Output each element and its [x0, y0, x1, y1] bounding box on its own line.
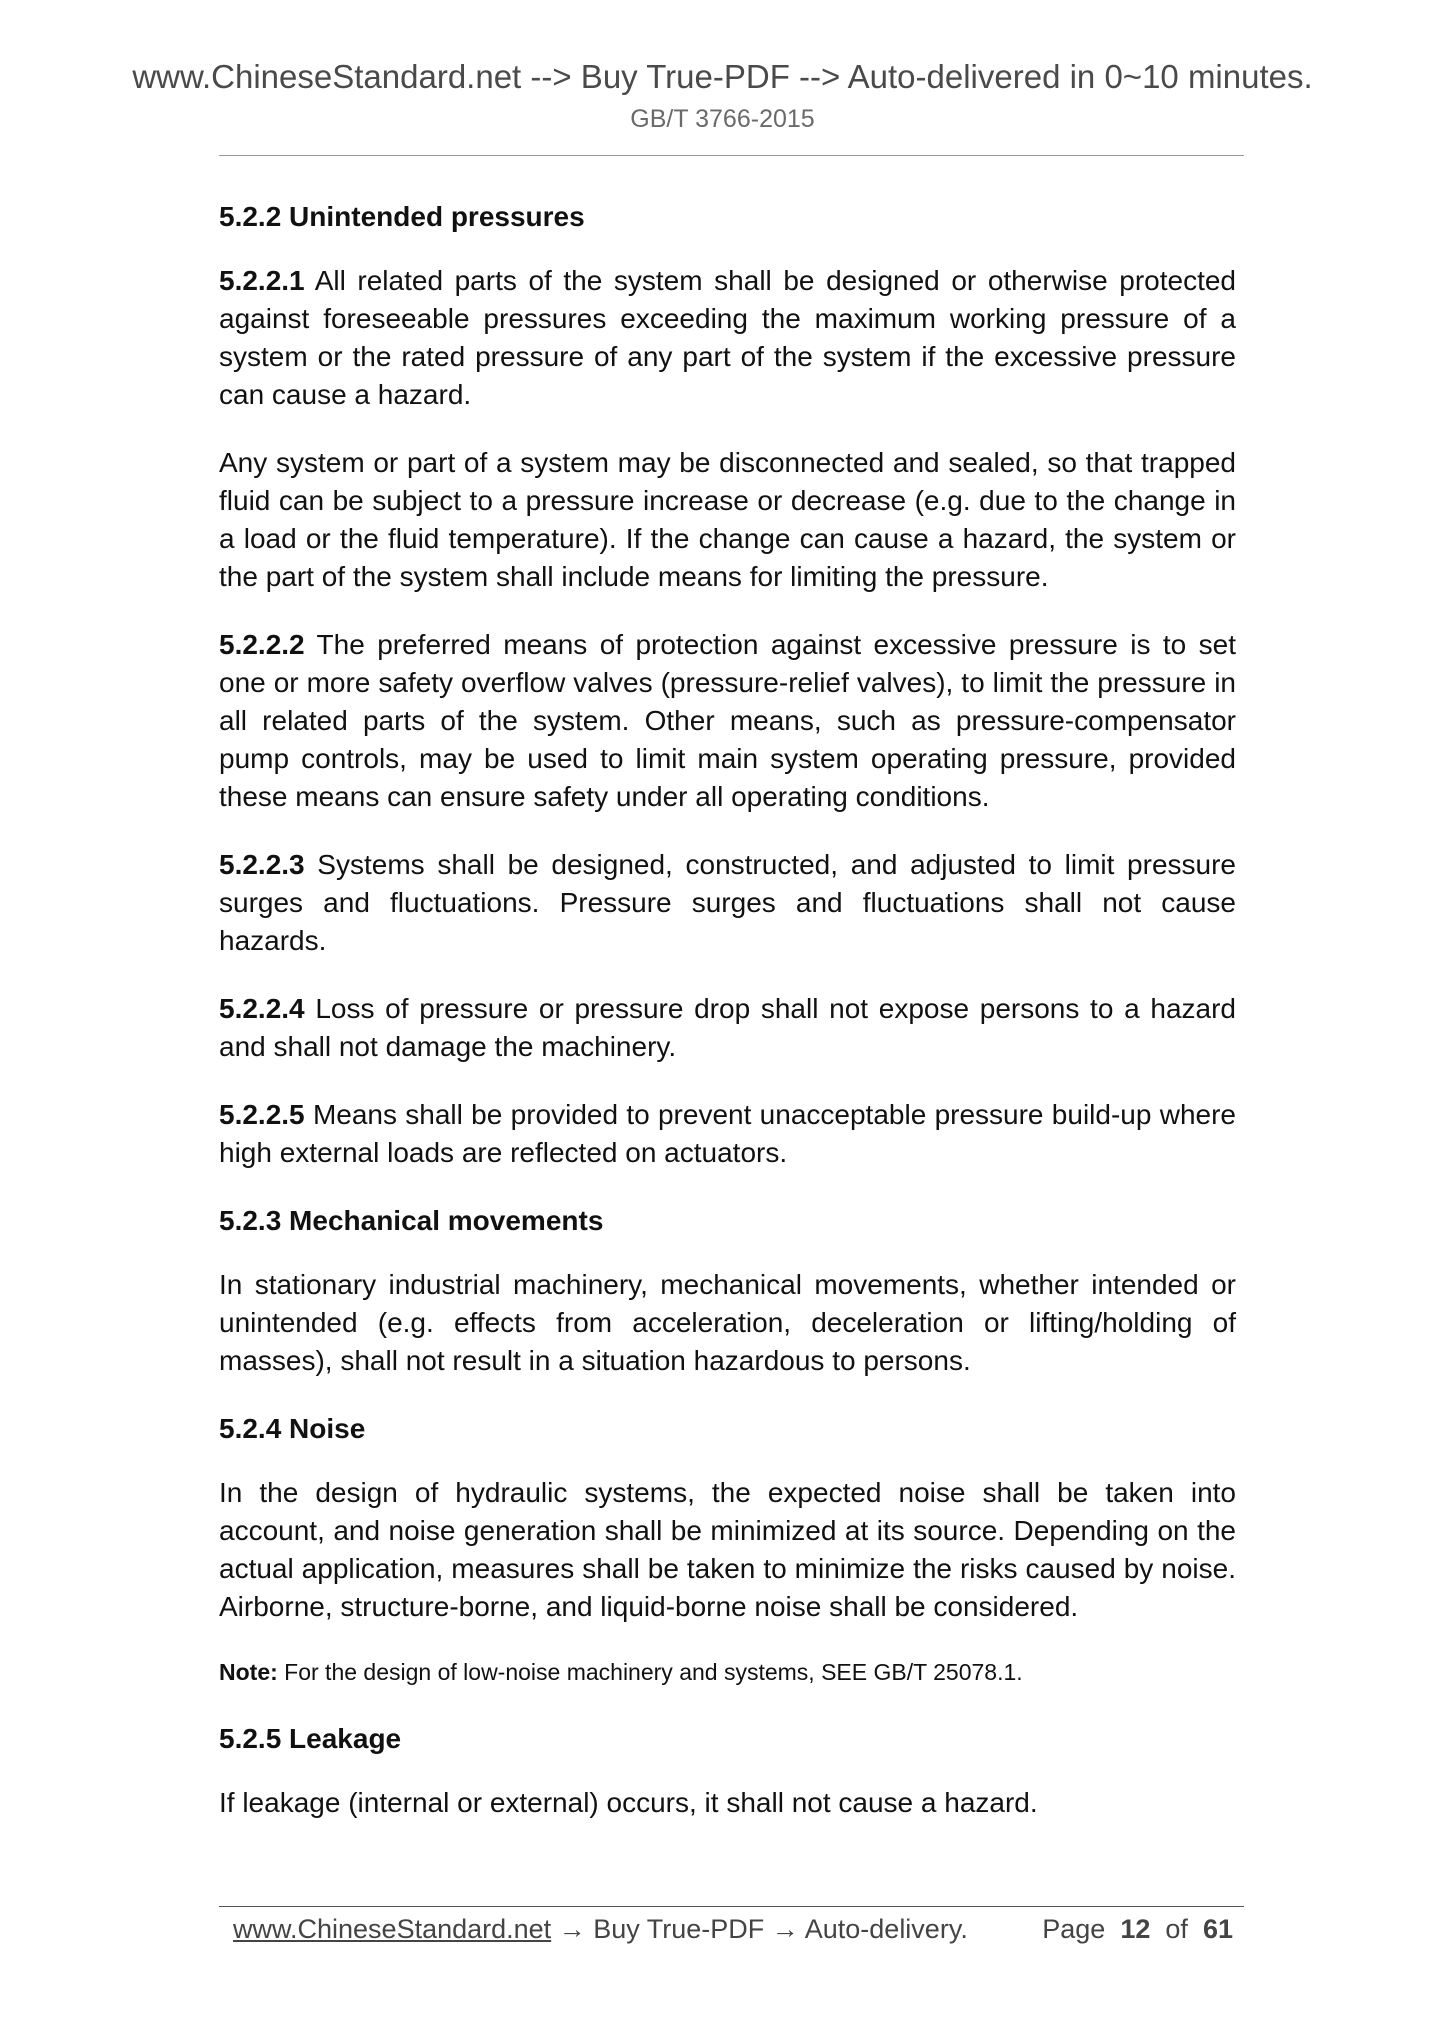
page-total: 61: [1202, 1914, 1233, 1944]
page-number: 12: [1120, 1914, 1151, 1944]
paragraph-5-2-4: In the design of hydraulic systems, the expected noise shall be taken into account, and noise generation shall be minimized at its source. Depending on the actual application, measures shall be taken to minimize the risks caused by noise. Airborne, structure-borne, and liquid-borne noise shall be considered.: [219, 1477, 1236, 1622]
section-5-2-4-heading: 5.2.4 Noise: [219, 1413, 366, 1444]
paragraph-5-2-2-1-continued: Any system or part of a system may be disconnected and sealed, so that trapped fluid can be subject to a pressure increase or decrease (e.g. due to the change in a load or the fluid temperature). If the change can cause a hazard, the system or the part of the system shall include means for limiting the pressure.: [219, 447, 1236, 592]
clause-text: The preferred means of protection against excessive pressure is to set one or more safety overflow valves (pressure-relief valves), to limit the pressure in all related parts of the system. Other means, such as pressure-compensator pump controls, may be used to limit main system operating pressure, provided these means can ensure safety under all operating conditions.: [219, 629, 1236, 812]
paragraph-5-2-2-2: [219, 626, 1236, 816]
footer-site-link[interactable]: www.ChineseStandard.net: [233, 1914, 552, 1944]
section-5-2-5-heading: 5.2.5 Leakage: [219, 1723, 402, 1754]
footer-tagline: → Buy True-PDF → Auto-delivery.: [551, 1914, 968, 1944]
note: [219, 1656, 1236, 1688]
standard-code: GB/T 3766-2015: [630, 105, 815, 133]
page-footer: [233, 1909, 1233, 1949]
clause-text: Means shall be provided to prevent unacceptable pressure build-up where high external loads are reflected on actuators.: [219, 1099, 1236, 1168]
page-indicator: [1042, 1909, 1233, 1949]
section-5-2-2-heading: 5.2.2 Unintended pressures: [219, 201, 585, 232]
paragraph-5-2-2-4: [219, 990, 1236, 1066]
header-divider: [219, 155, 1244, 156]
of-word: of: [1165, 1914, 1188, 1944]
note-text: For the design of low-noise machinery and systems, SEE GB/T 25078.1.: [277, 1659, 1023, 1685]
clause-text: Loss of pressure or pressure drop shall not expose persons to a hazard and shall not damage the machinery.: [219, 993, 1236, 1062]
paragraph-5-2-3: In stationary industrial machinery, mechanical movements, whether intended or unintended (e.g. effects from acceleration, deceleration or lifting/holding of masses), shall not result in a situation hazardous to persons.: [219, 1269, 1236, 1376]
clause-number: 5.2.2.5: [219, 1099, 305, 1130]
header-banner: www.ChineseStandard.net --> Buy True-PDF --> Auto-delivered in 0~10 minutes.: [132, 58, 1313, 95]
footer-divider: [219, 1906, 1244, 1907]
page-word: Page: [1042, 1914, 1106, 1944]
clause-number: 5.2.2.2: [219, 629, 305, 660]
clause-number: 5.2.2.4: [219, 993, 305, 1024]
note-label: Note:: [219, 1659, 278, 1685]
paragraph-5-2-2-5: [219, 1096, 1236, 1172]
clause-text: Systems shall be designed, constructed, and adjusted to limit pressure surges and fluctuations. Pressure surges and fluctuations shall not cause hazards.: [219, 849, 1236, 956]
paragraph-5-2-2-3: [219, 846, 1236, 960]
clause-number: 5.2.2.3: [219, 849, 305, 880]
paragraph-5-2-5: If leakage (internal or external) occurs, it shall not cause a hazard.: [219, 1787, 1038, 1818]
clause-text: All related parts of the system shall be designed or otherwise protected against foreseeable pressures exceeding the maximum working pressure of a system or the rated pressure of any part of the system if the excessive pressure can cause a hazard.: [219, 265, 1236, 410]
paragraph-5-2-2-1: [219, 262, 1236, 414]
document-body: [219, 198, 1236, 1852]
clause-number: 5.2.2.1: [219, 265, 305, 296]
section-5-2-3-heading: 5.2.3 Mechanical movements: [219, 1205, 604, 1236]
